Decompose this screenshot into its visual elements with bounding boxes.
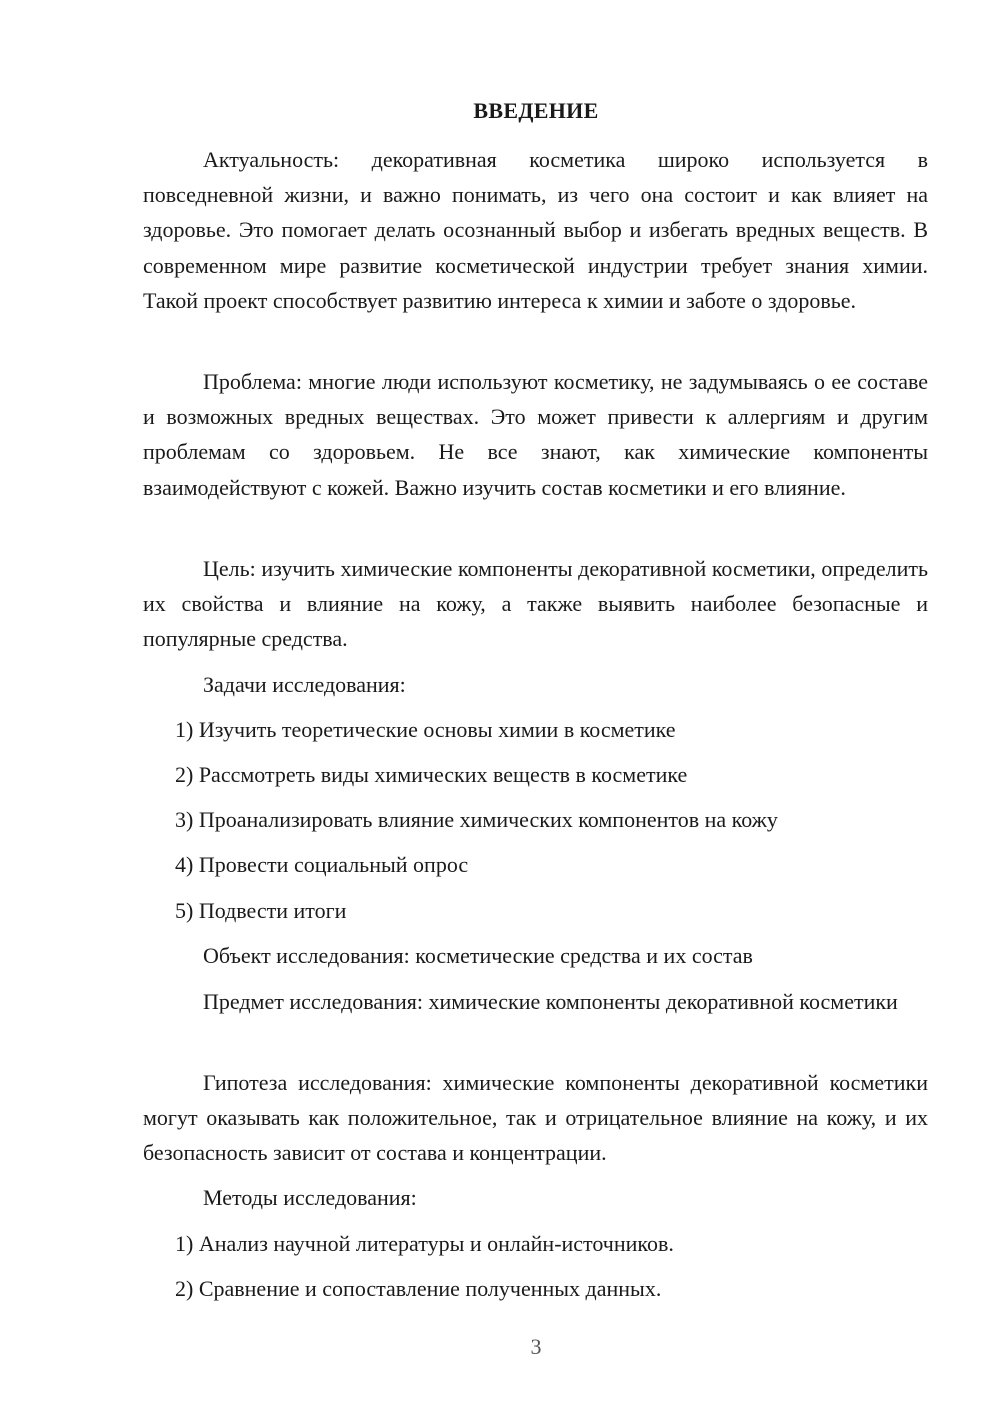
goal-paragraph: Цель: изучить химические компоненты декоративной косметики, определить их свойства и влияние на кожу, а также выявить наиболее безопасные и популярные средства. [143,556,928,652]
problem-paragraph: Проблема: многие люди используют косметику, не задумываясь о ее составе и возможных вредных веществах. Это может привести к аллергиям и другим проблемам со здоровьем. Не все знают, как химические компоненты взаимодействуют с кожей. Важно изучить состав косметики и его влияние. [143,369,928,500]
task-item: 2) Рассмотреть виды химических веществ в косметике [175,762,688,787]
tasks-heading: Задачи исследования: [203,672,406,697]
hypothesis-paragraph: Гипотеза исследования: химические компоненты декоративной косметики могут оказывать как положительное, так и отрицательное влияние на кожу, и их безопасность зависит от состава и концентрации. [143,1070,928,1166]
object-line: Объект исследования: косметические средства и их состав [203,943,753,968]
task-item: 3) Проанализировать влияние химических компонентов на кожу [175,807,778,832]
subject-paragraph: Предмет исследования: химические компоненты декоративной косметики [203,989,898,1014]
methods-heading: Методы исследования: [203,1185,417,1210]
section-title: ВВЕДЕНИЕ [473,98,599,123]
task-item: 1) Изучить теоретические основы химии в косметике [175,717,676,742]
method-item: 2) Сравнение и сопоставление полученных данных. [175,1276,662,1301]
page-number: 3 [530,1334,542,1359]
relevance-paragraph: Актуальность: декоративная косметика широко используется в повседневной жизни, и важно понимать, из чего она состоит и как влияет на здоровье. Это помогает делать осознанный выбор и избегать вредных веществ. В современном мире развитие косметической индустрии требует знания химии. Такой проект способствует развитию интереса к химии и заботе о здоровье. [143,147,928,313]
task-item: 5) Подвести итоги [175,898,347,923]
task-item: 4) Провести социальный опрос [175,852,469,877]
method-item: 1) Анализ научной литературы и онлайн-источников. [175,1231,674,1256]
